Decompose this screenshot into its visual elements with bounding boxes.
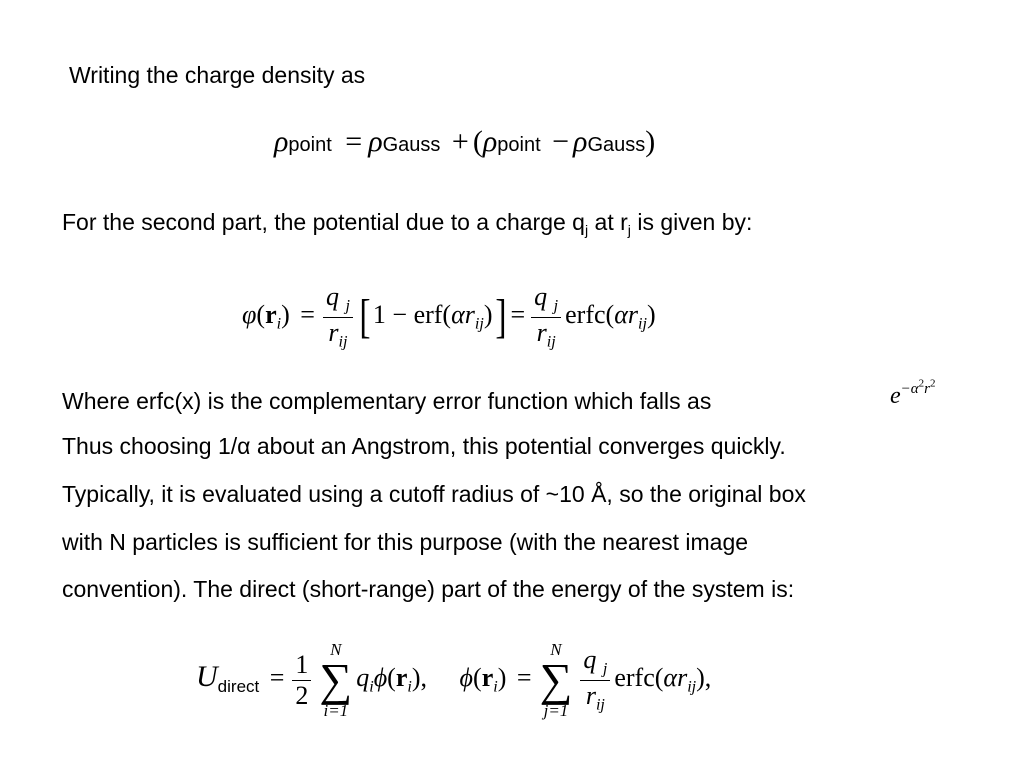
- left-paren: (: [473, 663, 482, 692]
- phi-symbol: ϕ: [459, 663, 474, 692]
- sigma-symbol: ∑: [319, 654, 353, 706]
- denominator: $r_{ij}$: [328, 317, 348, 351]
- r-symbol: r: [627, 300, 638, 329]
- equals-sign: =: [345, 125, 363, 158]
- alpha-symbol: α: [614, 300, 628, 329]
- body-line-2: Typically, it is evaluated using a cutoff radius of ~10 Å, so the original box: [62, 481, 806, 507]
- numerator: q $_j$: [580, 645, 610, 680]
- denominator: $r_{ij}$: [585, 680, 605, 714]
- close-paren-comma: ),: [696, 663, 712, 692]
- second-part-text-end: is given by:: [630, 209, 753, 235]
- phi-symbol: φ: [242, 300, 257, 329]
- bold-r: r: [265, 300, 277, 329]
- numerator: 1: [292, 650, 311, 681]
- fraction-qj-rij: [580, 645, 610, 714]
- body-line-4: convention). The direct (short-range) part of the energy of the system is:: [62, 576, 795, 602]
- potential-equation: [242, 280, 656, 360]
- equals-sign: =: [510, 300, 526, 329]
- r-symbol: r: [677, 663, 688, 692]
- right-paren: ): [497, 663, 507, 692]
- subscript-ij: ij: [474, 315, 484, 333]
- fraction-qj-rij: [323, 282, 353, 351]
- sigma-symbol: ∑: [539, 654, 573, 706]
- rho-symbol: ρ: [274, 125, 289, 158]
- denominator: $r_{ij}$: [536, 317, 556, 351]
- numerator: q $_j$: [323, 282, 353, 317]
- exponent-two: 2: [930, 377, 936, 389]
- subscript-j: j: [584, 222, 589, 239]
- equals-sign: =: [300, 300, 315, 329]
- minus-sign: −: [552, 125, 570, 158]
- summation-i: [319, 641, 352, 719]
- lower-limit: i=1: [323, 700, 349, 720]
- direct-subscript: direct: [217, 676, 260, 696]
- gauss-subscript: Gauss: [382, 134, 441, 156]
- subscript-i: i: [407, 678, 412, 696]
- body-line-1: Thus choosing 1/α about an Angstrom, this potential converges quickly.: [62, 433, 786, 459]
- point-subscript: point: [497, 134, 541, 156]
- right-paren: ): [645, 125, 656, 158]
- close-paren: ): [483, 300, 493, 329]
- body-line-3: with N particles is sufficient for this purpose (with the nearest image: [62, 529, 749, 555]
- upper-limit: N: [550, 640, 562, 660]
- left-paren: (: [472, 125, 483, 158]
- gaussian-falloff-expression: [890, 378, 936, 408]
- bold-r: r: [481, 663, 494, 692]
- rho-symbol: ρ: [573, 125, 588, 158]
- rho-symbol: ρ: [482, 125, 498, 158]
- bold-r: r: [395, 663, 408, 692]
- left-paren: (: [256, 300, 266, 329]
- equals-sign: =: [269, 663, 285, 692]
- fraction-one-half: [292, 650, 311, 711]
- second-part-text-start: For the second part, the potential due to a charge q: [62, 209, 585, 235]
- r-symbol: r: [924, 380, 930, 397]
- numerator: q $_j$: [531, 282, 561, 317]
- right-paren: ): [281, 300, 290, 329]
- subscript-i: i: [369, 678, 374, 696]
- lower-limit: j=1: [543, 700, 569, 720]
- alpha-symbol: α: [663, 663, 678, 692]
- second-part-text: [62, 211, 752, 238]
- one-minus-erf: 1 − erf(: [372, 300, 452, 329]
- left-paren: (: [387, 663, 396, 692]
- subscript-ij: ij: [637, 315, 647, 333]
- charge-density-equation: [274, 127, 655, 157]
- fraction-qj-rij: [531, 282, 561, 351]
- summation-j: [540, 641, 573, 719]
- erfc-function: erfc(: [614, 663, 664, 692]
- close-paren: ): [646, 300, 656, 329]
- subscript-j: j: [627, 222, 631, 239]
- erfc-function: erfc(: [565, 300, 615, 329]
- direct-energy-equation: [196, 632, 711, 733]
- phi-symbol: ϕ: [373, 663, 388, 692]
- u-symbol: U: [196, 660, 218, 693]
- e-symbol: e: [890, 383, 901, 410]
- subscript-i: i: [493, 678, 498, 696]
- upper-limit: N: [330, 640, 342, 660]
- erfc-description: Where erfc(x) is the complementary error function which falls as: [62, 388, 712, 414]
- right-bracket: ]: [494, 290, 507, 344]
- plus-sign: +: [451, 125, 469, 158]
- equals-sign: =: [516, 663, 532, 692]
- gauss-subscript: Gauss: [587, 134, 646, 156]
- q-symbol: q: [356, 663, 370, 692]
- close-paren-comma: ),: [411, 663, 428, 692]
- rho-symbol: ρ: [368, 125, 383, 158]
- left-bracket: [: [359, 290, 371, 344]
- subscript-i: i: [276, 315, 282, 333]
- exponent-two: 2: [918, 377, 925, 389]
- minus-alpha: −α: [900, 380, 919, 397]
- denominator: 2: [295, 680, 309, 710]
- point-subscript: point: [288, 134, 332, 156]
- intro-text: Writing the charge density as: [69, 62, 366, 88]
- subscript-ij: ij: [687, 678, 697, 696]
- second-part-text-middle: at r: [588, 209, 628, 235]
- alpha-symbol: α: [451, 300, 465, 329]
- r-symbol: r: [464, 300, 475, 329]
